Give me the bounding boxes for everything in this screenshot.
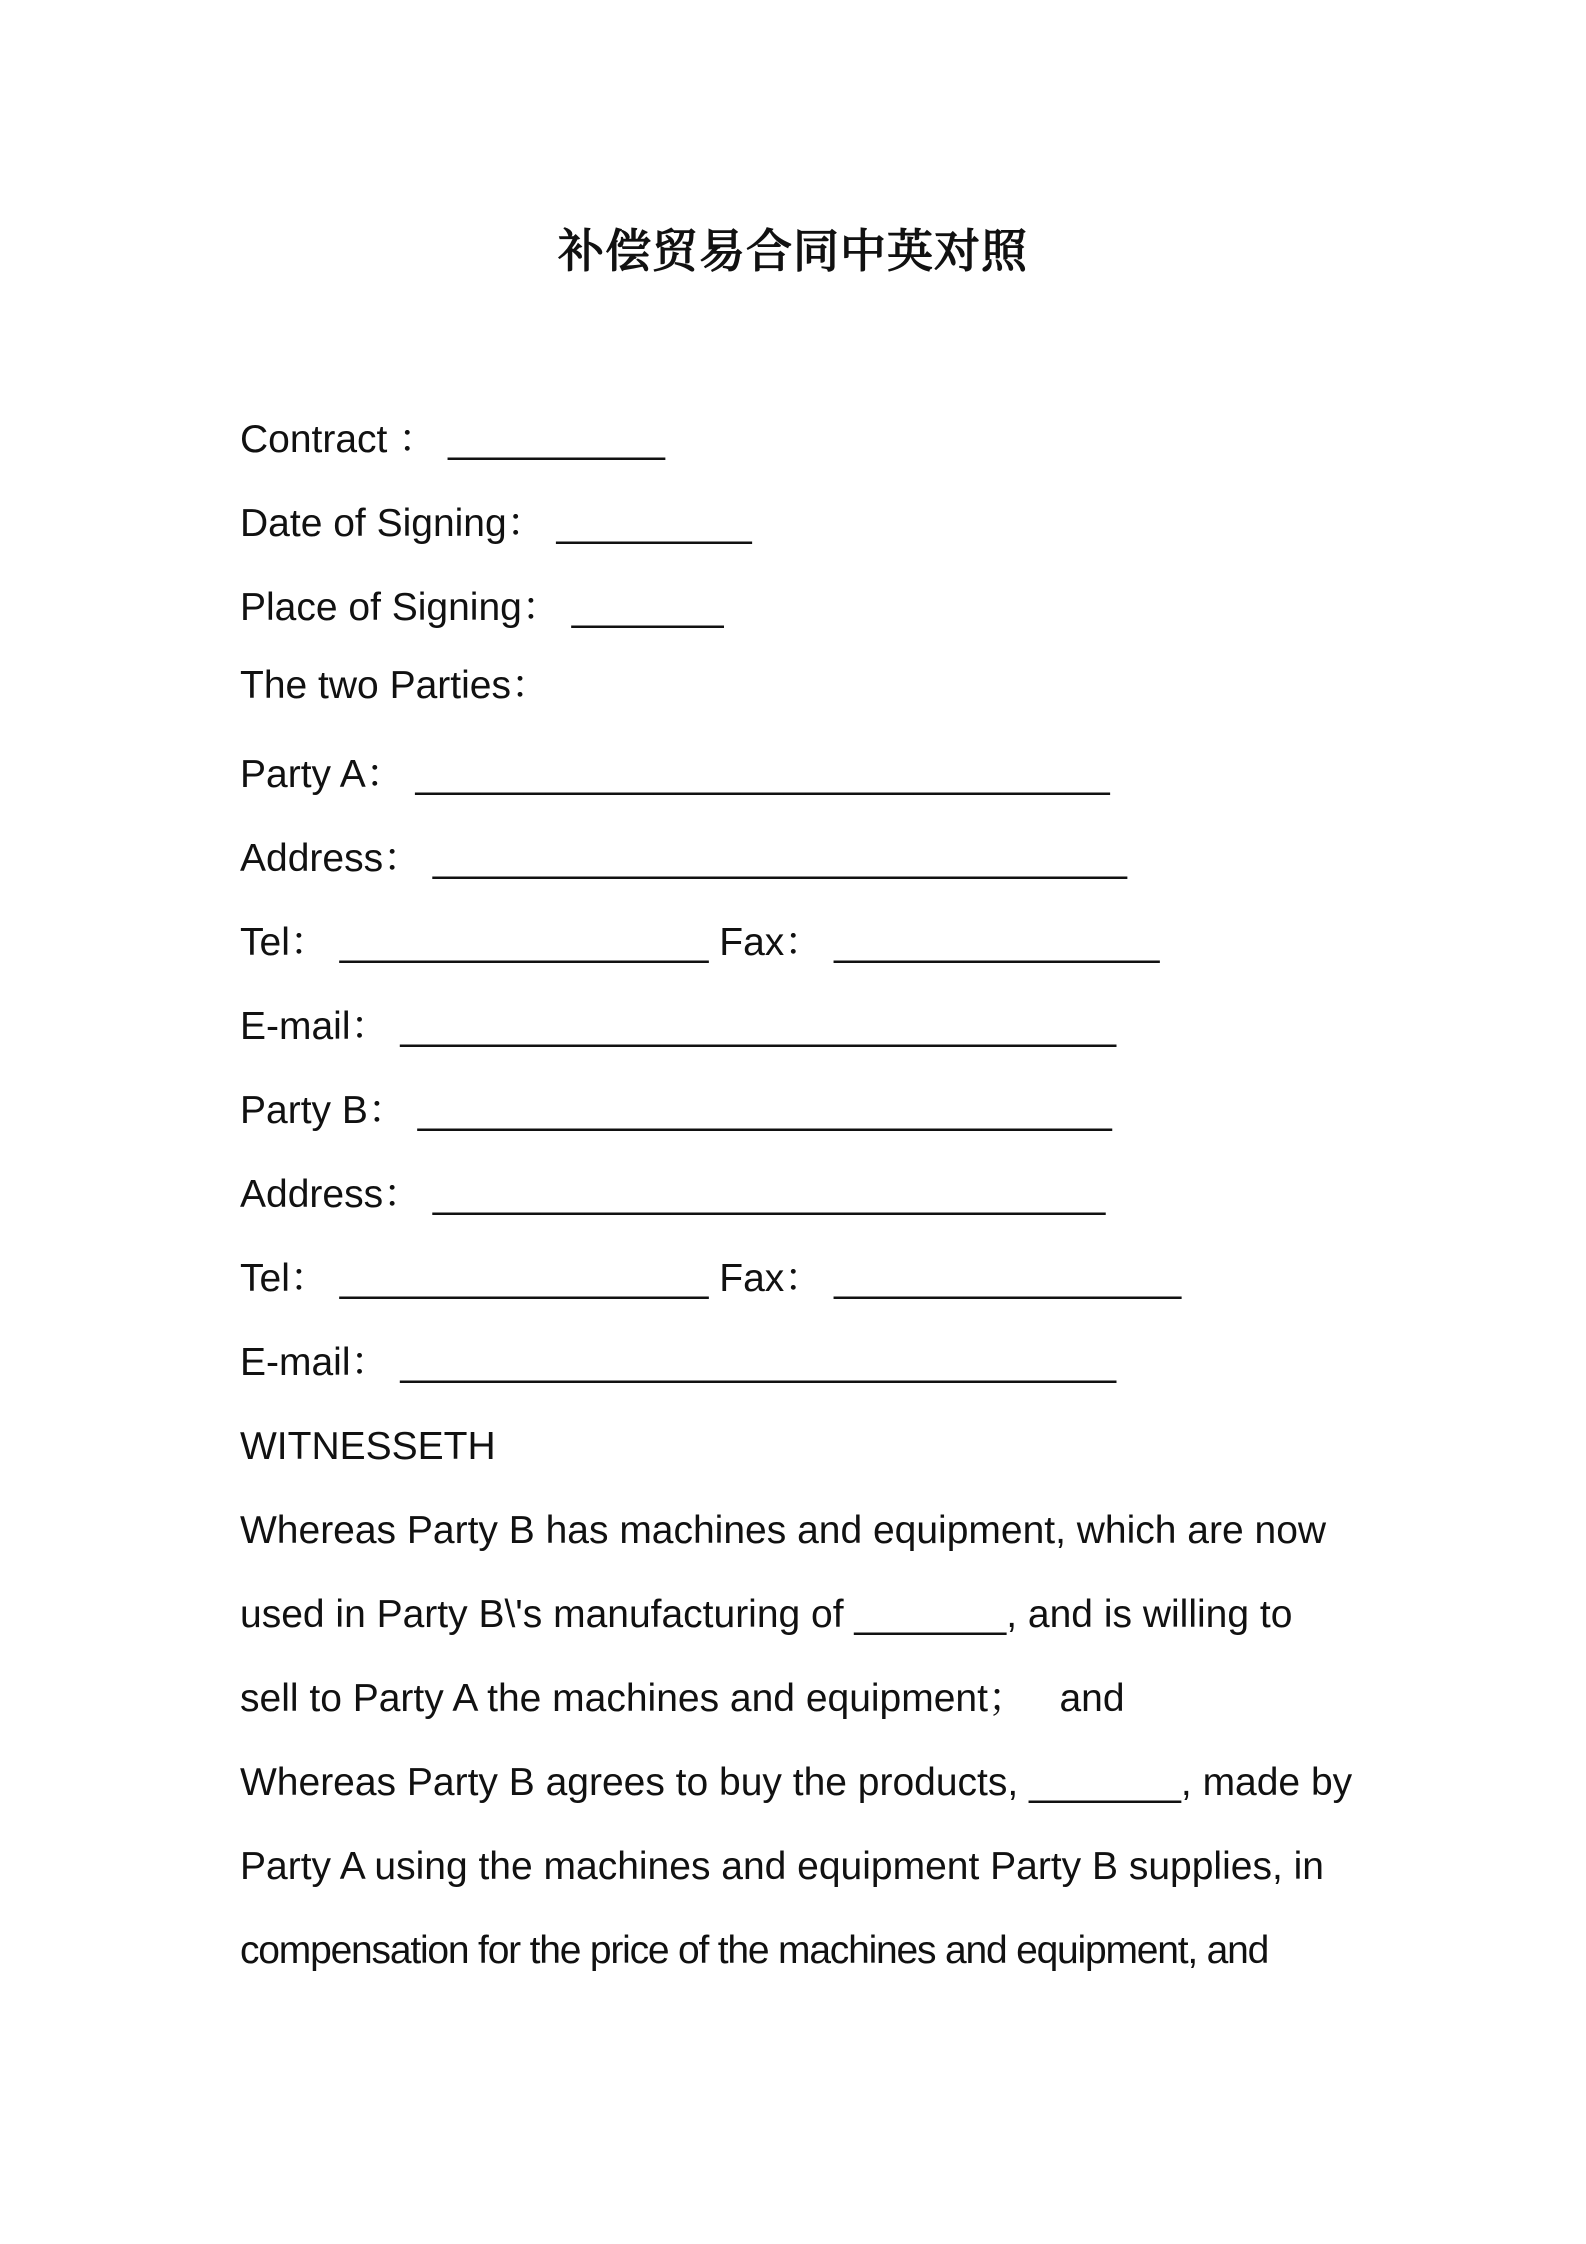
paragraph-line: used in Party B\'s manufacturing of _______, and is willing to bbox=[240, 1593, 1293, 1636]
paragraph-line: Whereas Party B has machines and equipment, which are now bbox=[240, 1509, 1327, 1552]
party-a-address-field: Address： ________________________________ bbox=[240, 837, 1127, 880]
contract-field: Contract ： __________ bbox=[240, 418, 665, 461]
paragraph-line: compensation for the price of the machines and equipment, and bbox=[240, 1929, 1269, 1972]
party-a-field: Party A： ________________________________ bbox=[240, 753, 1110, 796]
party-a-tel-fax-field: Tel： _________________ Fax： _______________ bbox=[240, 921, 1160, 964]
party-b-email-field: E-mail： _________________________________ bbox=[240, 1341, 1117, 1384]
date-of-signing-field: Date of Signing： _________ bbox=[240, 502, 752, 545]
party-a-email-field: E-mail： _________________________________ bbox=[240, 1005, 1117, 1048]
place-of-signing-field: Place of Signing： _______ bbox=[240, 586, 724, 629]
paragraph-line: sell to Party A the machines and equipment； and bbox=[240, 1677, 1125, 1720]
party-b-address-field: Address： _______________________________ bbox=[240, 1173, 1106, 1216]
paragraph-line: Whereas Party B agrees to buy the products, _______, made by bbox=[240, 1761, 1353, 1804]
witnesseth-heading: WITNESSETH bbox=[240, 1425, 496, 1468]
document-title: 补偿贸易合同中英对照 bbox=[558, 224, 1028, 278]
party-b-field: Party B： ________________________________ bbox=[240, 1089, 1112, 1132]
paragraph-line: Party A using the machines and equipment Party B supplies, in bbox=[240, 1845, 1324, 1888]
two-parties-label: The two Parties： bbox=[240, 664, 550, 707]
party-b-tel-fax-field: Tel： _________________ Fax： ________________ bbox=[240, 1257, 1182, 1300]
